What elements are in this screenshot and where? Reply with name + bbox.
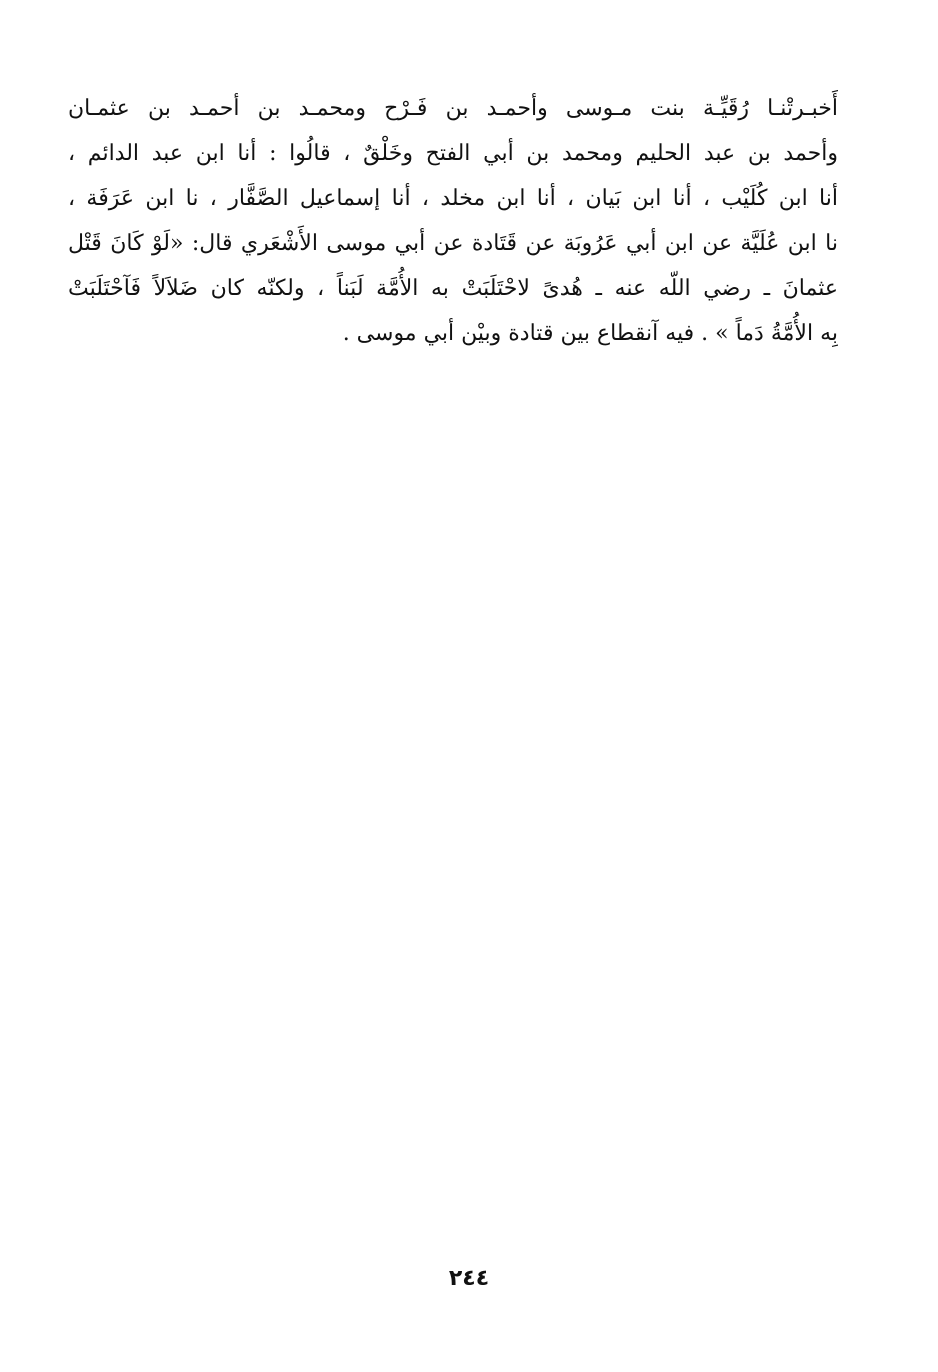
page-number: ٢٤٤ xyxy=(448,1266,490,1291)
text-line: بِه الأُمَّةُ دَماً » . فيه آنقطاع بين قتادة وبيْن أبي موسى . xyxy=(342,321,838,346)
text-line: وأحمد بن عبد الحليم ومحمد بن أبي الفتح وخَلْقٌ ، قالُوا : أنا ابن عبد الدائم ، xyxy=(68,141,838,166)
text-line: أنا ابن كُلَيْب ، أنا ابن بَيان ، أنا ابن مخلد ، أنا إسماعيل الصَّفَّار ، نا ابن عَرَفَة ، xyxy=(68,186,838,211)
text-line: عثمانَ ـ رضي اللّه عنه ـ هُدىً لاحْتَلَبَتْ به الأُمَّة لَبَناً ، ولكنّه كان ضَلاَلاً فَآحْتَلَبَتْ xyxy=(68,276,838,301)
text-line: أَخبـرتْنـا رُقَيِّـة بنت مـوسى وأحمـد بن فَـرْح ومحمـد بن أحمـد بن عثمـان xyxy=(68,96,838,121)
text-line: نا ابن عُلَيَّة عن ابن أبي عَرُوبَة عن قَتَادة عن أبي موسى الأَشْعَري قال: «لَوْ كَانَ قَتْل xyxy=(68,231,838,256)
body-text xyxy=(68,86,838,356)
